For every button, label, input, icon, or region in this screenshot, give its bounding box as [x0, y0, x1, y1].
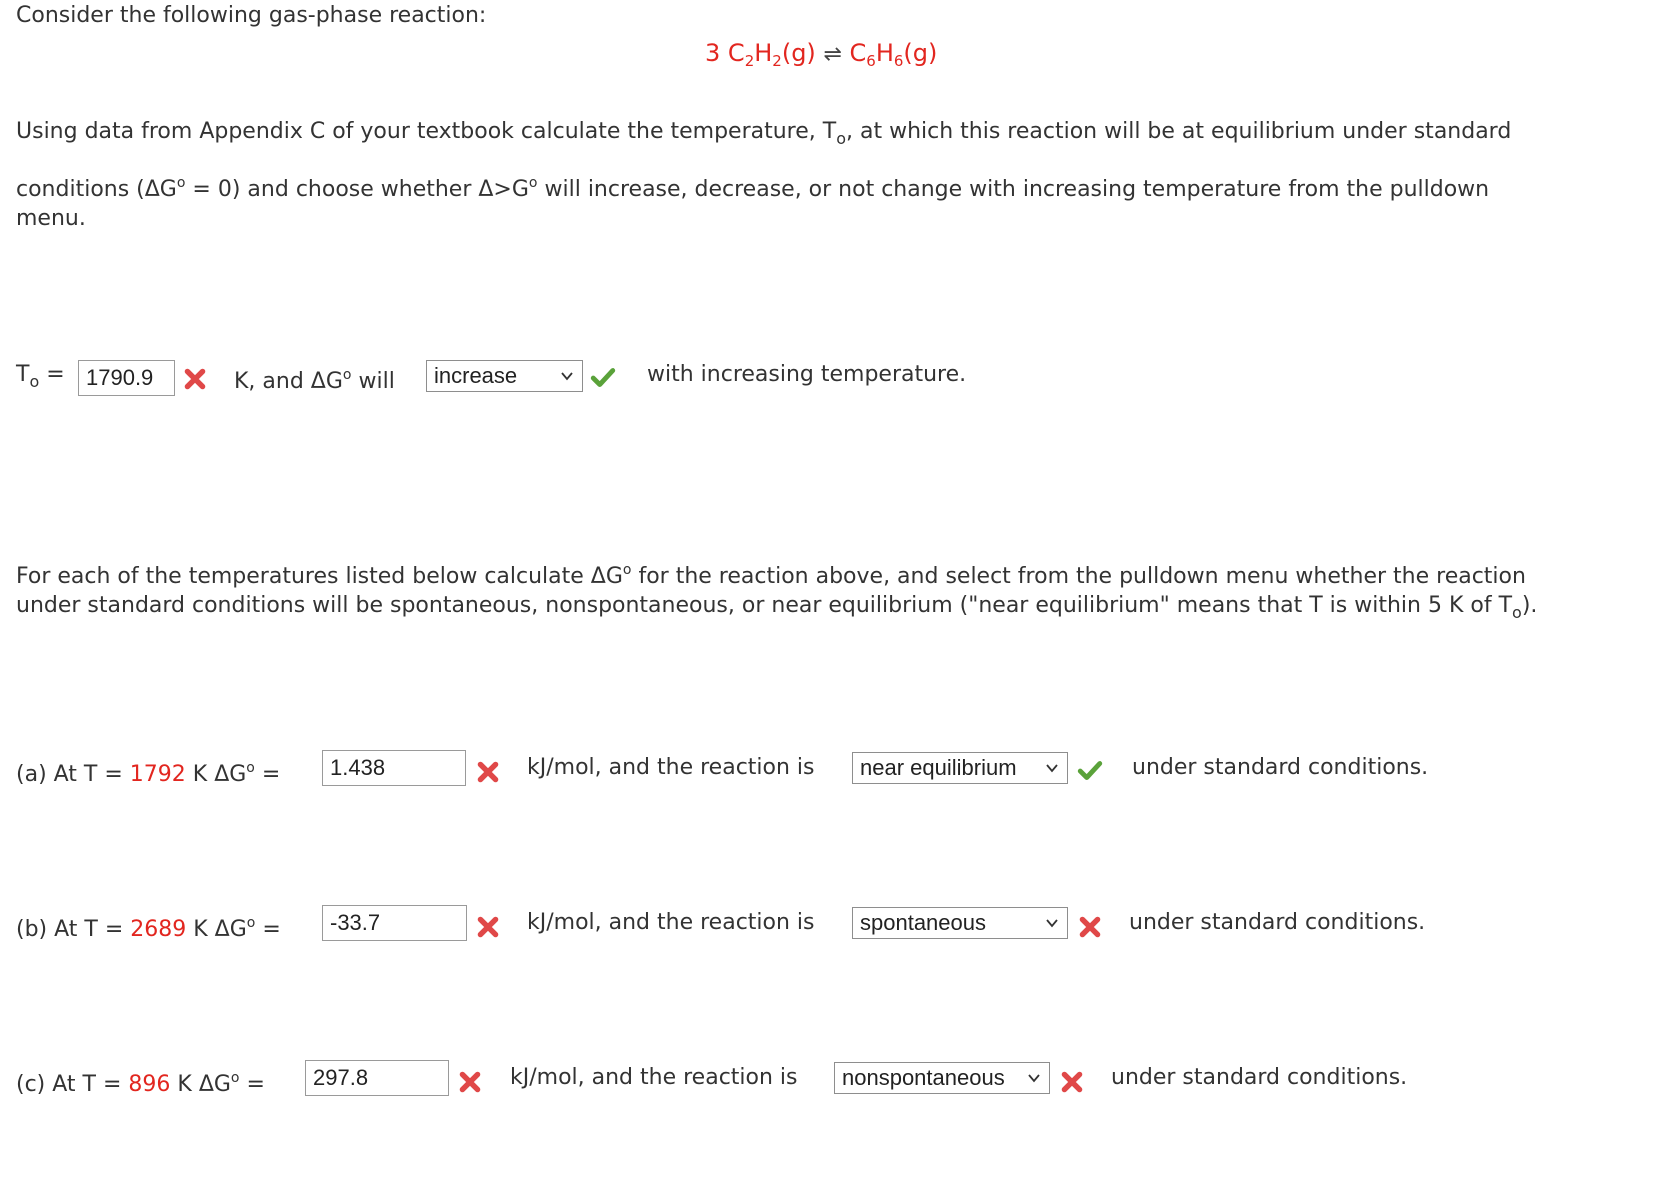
- part-b-delta-g-input[interactable]: -33.7: [322, 905, 467, 941]
- delta-g-trend-value: increase: [434, 363, 518, 388]
- equilibrium-arrow: ⇌: [823, 42, 842, 67]
- chevron-down-icon: [1027, 1072, 1041, 1084]
- part-a-label: (a) At T = 1792 K $\Delta G^o$ =: [16, 760, 281, 787]
- part-c-label: (c) At T = 896 K $\Delta G^o$ =: [16, 1070, 265, 1097]
- chevron-down-icon: [560, 370, 574, 382]
- reaction-equation: [705, 38, 937, 76]
- instructions-line-1: Using data from Appendix C of your textbook calculate the temperature, $T_o$, at which this reaction will be at equilibrium under standard: [16, 119, 1512, 148]
- incorrect-x-icon: [475, 759, 501, 785]
- part-a-tail-text: under standard conditions.: [1132, 755, 1429, 780]
- instructions2-line-2: under standard conditions will be spontaneous, nonspontaneous, or near equilibrium ("near equilibrium" means that T is within 5 K of $T_o$).: [16, 593, 1538, 622]
- part-b-mid-text: kJ/mol, and the reaction is: [527, 910, 815, 935]
- chevron-down-icon: [1045, 917, 1059, 929]
- correct-check-icon: [1077, 757, 1103, 783]
- intro-text: Consider the following gas-phase reaction:: [16, 3, 487, 28]
- t-naught-label: $T_o$ =: [16, 362, 65, 391]
- correct-check-icon: [590, 364, 616, 390]
- part-b-spontaneity-value: spontaneous: [860, 910, 986, 935]
- t-naught-mid-text: K, and $\Delta G^o$ will: [234, 367, 395, 394]
- delta-g-trend-select[interactable]: [426, 360, 583, 392]
- part-c-tail-text: under standard conditions.: [1111, 1065, 1408, 1090]
- part-b-tail-text: under standard conditions.: [1129, 910, 1426, 935]
- part-a-delta-g-input[interactable]: 1.438: [322, 750, 466, 786]
- part-b-spontaneity-select[interactable]: [852, 907, 1068, 939]
- instructions-line-3: menu.: [16, 206, 86, 231]
- reactant-formula: $C_2H_2(g)$: [727, 39, 816, 70]
- t-naught-input[interactable]: 1790.9: [78, 360, 175, 396]
- part-c-spontaneity-value: nonspontaneous: [842, 1065, 1005, 1090]
- chevron-down-icon: [1045, 762, 1059, 774]
- part-a-spontaneity-value: near equilibrium: [860, 755, 1017, 780]
- incorrect-x-icon: [475, 914, 501, 940]
- t-naught-tail-text: with increasing temperature.: [647, 362, 967, 387]
- incorrect-x-icon: [1059, 1069, 1085, 1095]
- part-c-spontaneity-select[interactable]: [834, 1062, 1050, 1094]
- reactant-coefficient: 3: [705, 39, 721, 67]
- part-c-delta-g-input[interactable]: 297.8: [305, 1060, 449, 1096]
- incorrect-x-icon: [182, 366, 208, 392]
- part-a-spontaneity-select[interactable]: [852, 752, 1068, 784]
- part-c-mid-text: kJ/mol, and the reaction is: [510, 1065, 798, 1090]
- instructions-line-2: conditions $(\Delta G^o = 0)$ and choose whether $\Delta>G^o$ will increase, decrease, or not change with increasing temperature from the pulldown: [16, 175, 1490, 202]
- instructions2-line-1: For each of the temperatures listed below calculate $\Delta G^o$ for the reaction above, and select from the pulldown menu whether the reaction: [16, 562, 1526, 589]
- part-b-label: (b) At T = 2689 K $\Delta G^o$ =: [16, 915, 281, 942]
- incorrect-x-icon: [457, 1069, 483, 1095]
- incorrect-x-icon: [1077, 914, 1103, 940]
- part-a-mid-text: kJ/mol, and the reaction is: [527, 755, 815, 780]
- product-formula: $C_6H_6(g)$: [849, 39, 938, 70]
